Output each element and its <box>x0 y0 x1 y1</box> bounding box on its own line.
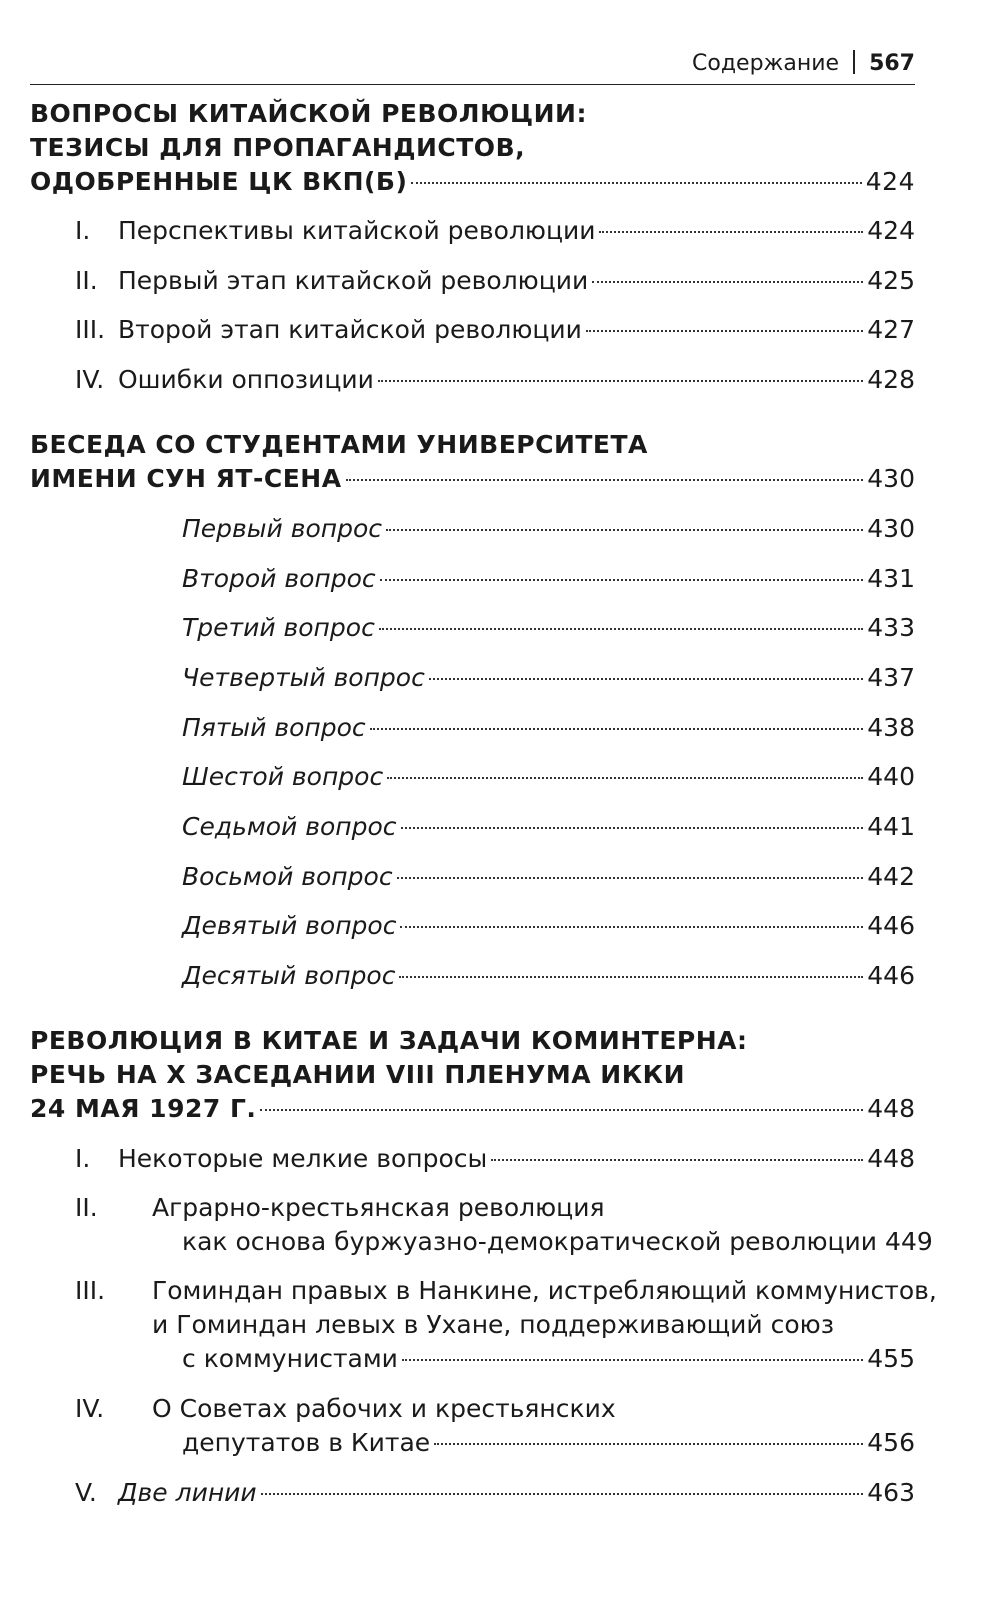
item-page: 463 <box>867 1478 915 1507</box>
toc-item[interactable] <box>30 661 915 695</box>
item-page: 448 <box>867 1144 915 1173</box>
section-3-page: 448 <box>867 1094 915 1123</box>
running-header <box>30 46 915 85</box>
header-right <box>692 50 915 76</box>
item-number: II. <box>75 266 98 295</box>
section-1-title-line-1: ВОПРОСЫ КИТАЙСКОЙ РЕВОЛЮЦИИ: <box>30 99 587 128</box>
item-title-line: Гоминдан правых в Нанкине, истребляющий коммунистов, <box>152 1276 937 1305</box>
toc-item[interactable] <box>30 313 915 347</box>
toc-item[interactable] <box>30 1476 915 1510</box>
header-section-title: Содержание <box>692 51 840 76</box>
leader-dots <box>491 1159 863 1161</box>
section-3-title-line-2: РЕЧЬ НА X ЗАСЕДАНИИ VIII ПЛЕНУМА ИККИ <box>30 1060 685 1089</box>
toc-item[interactable] <box>30 959 915 993</box>
item-number: II. <box>75 1193 98 1222</box>
leader-dots <box>397 877 864 879</box>
item-page: 456 <box>867 1428 915 1457</box>
section-3-entry[interactable] <box>30 1092 915 1126</box>
item-page: 441 <box>867 812 915 841</box>
item-title: Перспективы китайской революции <box>118 216 596 245</box>
leader-dots <box>399 976 863 978</box>
item-page: 427 <box>867 315 915 344</box>
item-title-line: депутатов в Китае <box>182 1428 431 1457</box>
section-1-page: 424 <box>865 167 915 196</box>
section-3-title-line-1: РЕВОЛЮЦИЯ В КИТАЕ И ЗАДАЧИ КОМИНТЕРНА: <box>30 1026 748 1055</box>
leader-dots <box>370 728 864 730</box>
leader-dots <box>592 281 863 283</box>
item-title: Седьмой вопрос <box>182 812 397 841</box>
item-page: 455 <box>867 1344 915 1373</box>
item-number: IV. <box>75 1394 105 1423</box>
leader-dots <box>599 231 863 233</box>
item-title: Второй вопрос <box>182 564 376 593</box>
section-1-entry[interactable] <box>30 165 915 199</box>
item-page: 424 <box>867 216 915 245</box>
item-page: 428 <box>867 365 915 394</box>
section-2-page: 430 <box>867 464 915 493</box>
item-number: V. <box>75 1478 97 1507</box>
toc-item[interactable] <box>30 1426 915 1460</box>
item-page: 449 <box>885 1227 933 1256</box>
leader-dots <box>378 380 863 382</box>
item-number: III. <box>75 1276 106 1305</box>
item-title: Ошибки оппозиции <box>118 365 374 394</box>
item-title-line: как основа буржуазно-демократической революции <box>182 1227 878 1256</box>
item-page: 431 <box>867 564 915 593</box>
toc-item[interactable] <box>30 760 915 794</box>
leader-dots <box>429 678 863 680</box>
leader-dots <box>411 182 861 184</box>
toc-item[interactable] <box>30 214 915 248</box>
toc-item[interactable] <box>30 1225 933 1259</box>
section-2-title-line-2: ИМЕНИ СУН ЯТ-СЕНА <box>30 464 342 493</box>
item-title: Две линии <box>118 1478 257 1507</box>
section-1-title-line-3: ОДОБРЕННЫЕ ЦК ВКП(Б) <box>30 167 408 196</box>
item-title: Второй этап китайской революции <box>118 315 582 344</box>
item-page: 433 <box>867 613 915 642</box>
toc-item[interactable] <box>30 860 915 894</box>
leader-dots <box>380 579 864 581</box>
leader-dots <box>261 1493 864 1495</box>
item-title-line: и Гоминдан левых в Ухане, поддерживающий союз <box>152 1310 835 1339</box>
item-page: 442 <box>867 862 915 891</box>
item-page: 446 <box>867 911 915 940</box>
toc-item[interactable] <box>30 562 915 596</box>
item-title-line: с коммунистами <box>182 1344 398 1373</box>
item-title: Шестой вопрос <box>182 762 384 791</box>
header-page-number: 567 <box>869 51 915 76</box>
toc-item[interactable] <box>30 512 915 546</box>
item-page: 425 <box>867 266 915 295</box>
item-title: Четвертый вопрос <box>182 663 425 692</box>
item-title: Девятый вопрос <box>182 911 397 940</box>
item-page: 446 <box>867 961 915 990</box>
item-number: III. <box>75 315 106 344</box>
leader-dots <box>260 1109 863 1111</box>
section-2-title-line-1: БЕСЕДА СО СТУДЕНТАМИ УНИВЕРСИТЕТА <box>30 430 648 459</box>
toc-item[interactable] <box>30 1142 915 1176</box>
item-page: 430 <box>867 514 915 543</box>
toc-item[interactable] <box>30 810 915 844</box>
toc-item[interactable] <box>30 363 915 397</box>
leader-dots <box>346 479 864 481</box>
item-title: Пятый вопрос <box>182 713 366 742</box>
item-title: Некоторые мелкие вопросы <box>118 1144 488 1173</box>
item-page: 440 <box>867 762 915 791</box>
item-title: Первый вопрос <box>182 514 382 543</box>
item-title: Десятый вопрос <box>182 961 396 990</box>
item-title: Первый этап китайской революции <box>118 266 589 295</box>
toc-item[interactable] <box>30 909 915 943</box>
toc-item[interactable] <box>30 711 915 745</box>
item-title: Третий вопрос <box>182 613 375 642</box>
item-page: 438 <box>867 713 915 742</box>
item-number: I. <box>75 216 91 245</box>
leader-dots <box>434 1443 863 1445</box>
leader-dots <box>400 926 863 928</box>
toc-item[interactable] <box>30 611 915 645</box>
item-title-line: Аграрно-крестьянская революция <box>152 1193 605 1222</box>
leader-dots <box>401 827 864 829</box>
leader-dots <box>387 777 863 779</box>
section-3-title-line-3: 24 МАЯ 1927 Г. <box>30 1094 257 1123</box>
leader-dots <box>402 1359 863 1361</box>
item-number: IV. <box>75 365 105 394</box>
item-title-line: О Советах рабочих и крестьянских <box>152 1394 616 1423</box>
header-separator <box>853 50 855 74</box>
item-title: Восьмой вопрос <box>182 862 393 891</box>
leader-dots <box>379 628 863 630</box>
leader-dots <box>386 529 863 531</box>
section-1-title-line-2: ТЕЗИСЫ ДЛЯ ПРОПАГАНДИСТОВ, <box>30 133 526 162</box>
item-page: 437 <box>867 663 915 692</box>
leader-dots <box>586 330 863 332</box>
toc-item[interactable] <box>30 264 915 298</box>
item-number: I. <box>75 1144 91 1173</box>
section-2-entry[interactable] <box>30 462 915 496</box>
toc-item[interactable] <box>30 1342 915 1376</box>
